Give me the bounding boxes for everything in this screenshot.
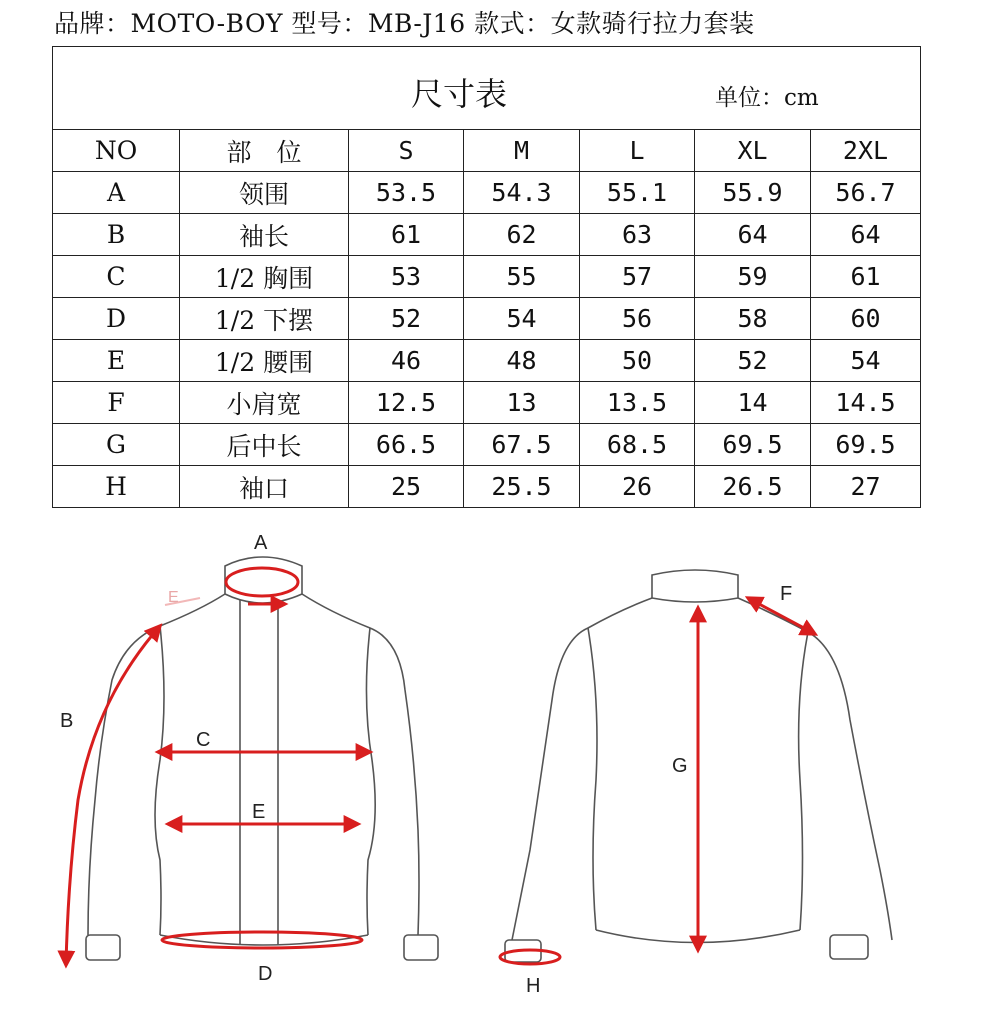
- size-value: 55.9: [695, 172, 811, 214]
- label-d: D: [258, 963, 273, 985]
- row-part: 1/2 下摆: [180, 298, 349, 340]
- label-f: F: [780, 583, 793, 605]
- row-part: 袖长: [180, 214, 349, 256]
- size-value: 13: [464, 382, 580, 424]
- size-value: 55.1: [580, 172, 695, 214]
- row-code: A: [53, 172, 180, 214]
- size-value: 64: [811, 214, 921, 256]
- size-value: 57: [580, 256, 695, 298]
- label-e: E: [252, 801, 266, 823]
- size-value: 54: [811, 340, 921, 382]
- col-header-2xl: 2XL: [811, 130, 921, 172]
- table-row: [53, 214, 921, 256]
- col-header-m: M: [464, 130, 580, 172]
- size-value: 25.5: [464, 466, 580, 508]
- row-code: H: [53, 466, 180, 508]
- size-table: [52, 46, 921, 508]
- size-value: 52: [695, 340, 811, 382]
- label-g: G: [672, 755, 688, 777]
- size-value: 50: [580, 340, 695, 382]
- label-b: B: [60, 710, 74, 732]
- front-jacket-outline: [86, 557, 438, 960]
- row-part: 1/2 腰围: [180, 340, 349, 382]
- size-value: 12.5: [349, 382, 464, 424]
- size-value: 27: [811, 466, 921, 508]
- row-code: G: [53, 424, 180, 466]
- row-part: 小肩宽: [180, 382, 349, 424]
- size-value: 25: [349, 466, 464, 508]
- table-row: [53, 298, 921, 340]
- size-value: 68.5: [580, 424, 695, 466]
- jacket-diagram: [0, 520, 1000, 1009]
- table-row: [53, 424, 921, 466]
- row-code: C: [53, 256, 180, 298]
- row-code: E: [53, 340, 180, 382]
- col-header-no: NO: [53, 130, 180, 172]
- table-row: [53, 382, 921, 424]
- size-value: 52: [349, 298, 464, 340]
- table-header-row: [53, 130, 921, 172]
- label-a: A: [254, 532, 268, 554]
- size-value: 61: [811, 256, 921, 298]
- table-row: [53, 256, 921, 298]
- size-value: 64: [695, 214, 811, 256]
- size-value: 48: [464, 340, 580, 382]
- table-row: [53, 340, 921, 382]
- size-value: 69.5: [695, 424, 811, 466]
- size-value: 53: [349, 256, 464, 298]
- size-value: 62: [464, 214, 580, 256]
- row-part: 袖口: [180, 466, 349, 508]
- col-header-xl: XL: [695, 130, 811, 172]
- size-value: 53.5: [349, 172, 464, 214]
- table-unit: 单位：cm: [715, 85, 819, 111]
- table-title-row: [53, 47, 921, 130]
- size-value: 67.5: [464, 424, 580, 466]
- size-value: 56: [580, 298, 695, 340]
- row-part: 1/2 胸围: [180, 256, 349, 298]
- size-value: 66.5: [349, 424, 464, 466]
- table-row: [53, 172, 921, 214]
- size-value: 14.5: [811, 382, 921, 424]
- size-value: 61: [349, 214, 464, 256]
- size-value: 54: [464, 298, 580, 340]
- row-part: 后中长: [180, 424, 349, 466]
- size-value: 58: [695, 298, 811, 340]
- product-header: 品牌：MOTO-BOY 型号：MB-J16 款式：女款骑行拉力套装: [54, 9, 755, 38]
- table-title: 尺寸表: [411, 75, 508, 113]
- size-value: 59: [695, 256, 811, 298]
- size-value: 26.5: [695, 466, 811, 508]
- row-code: B: [53, 214, 180, 256]
- row-code: F: [53, 382, 180, 424]
- table-row: [53, 466, 921, 508]
- size-value: 46: [349, 340, 464, 382]
- size-value: 26: [580, 466, 695, 508]
- size-value: 14: [695, 382, 811, 424]
- col-header-s: S: [349, 130, 464, 172]
- size-value: 60: [811, 298, 921, 340]
- label-e-faint: E: [168, 589, 179, 606]
- size-value: 55: [464, 256, 580, 298]
- label-c: C: [196, 729, 211, 751]
- col-header-l: L: [580, 130, 695, 172]
- size-value: 13.5: [580, 382, 695, 424]
- label-h: H: [526, 975, 541, 997]
- col-header-part: 部 位: [180, 130, 349, 172]
- size-value: 63: [580, 214, 695, 256]
- size-value: 54.3: [464, 172, 580, 214]
- row-part: 领围: [180, 172, 349, 214]
- size-value: 56.7: [811, 172, 921, 214]
- size-value: 69.5: [811, 424, 921, 466]
- row-code: D: [53, 298, 180, 340]
